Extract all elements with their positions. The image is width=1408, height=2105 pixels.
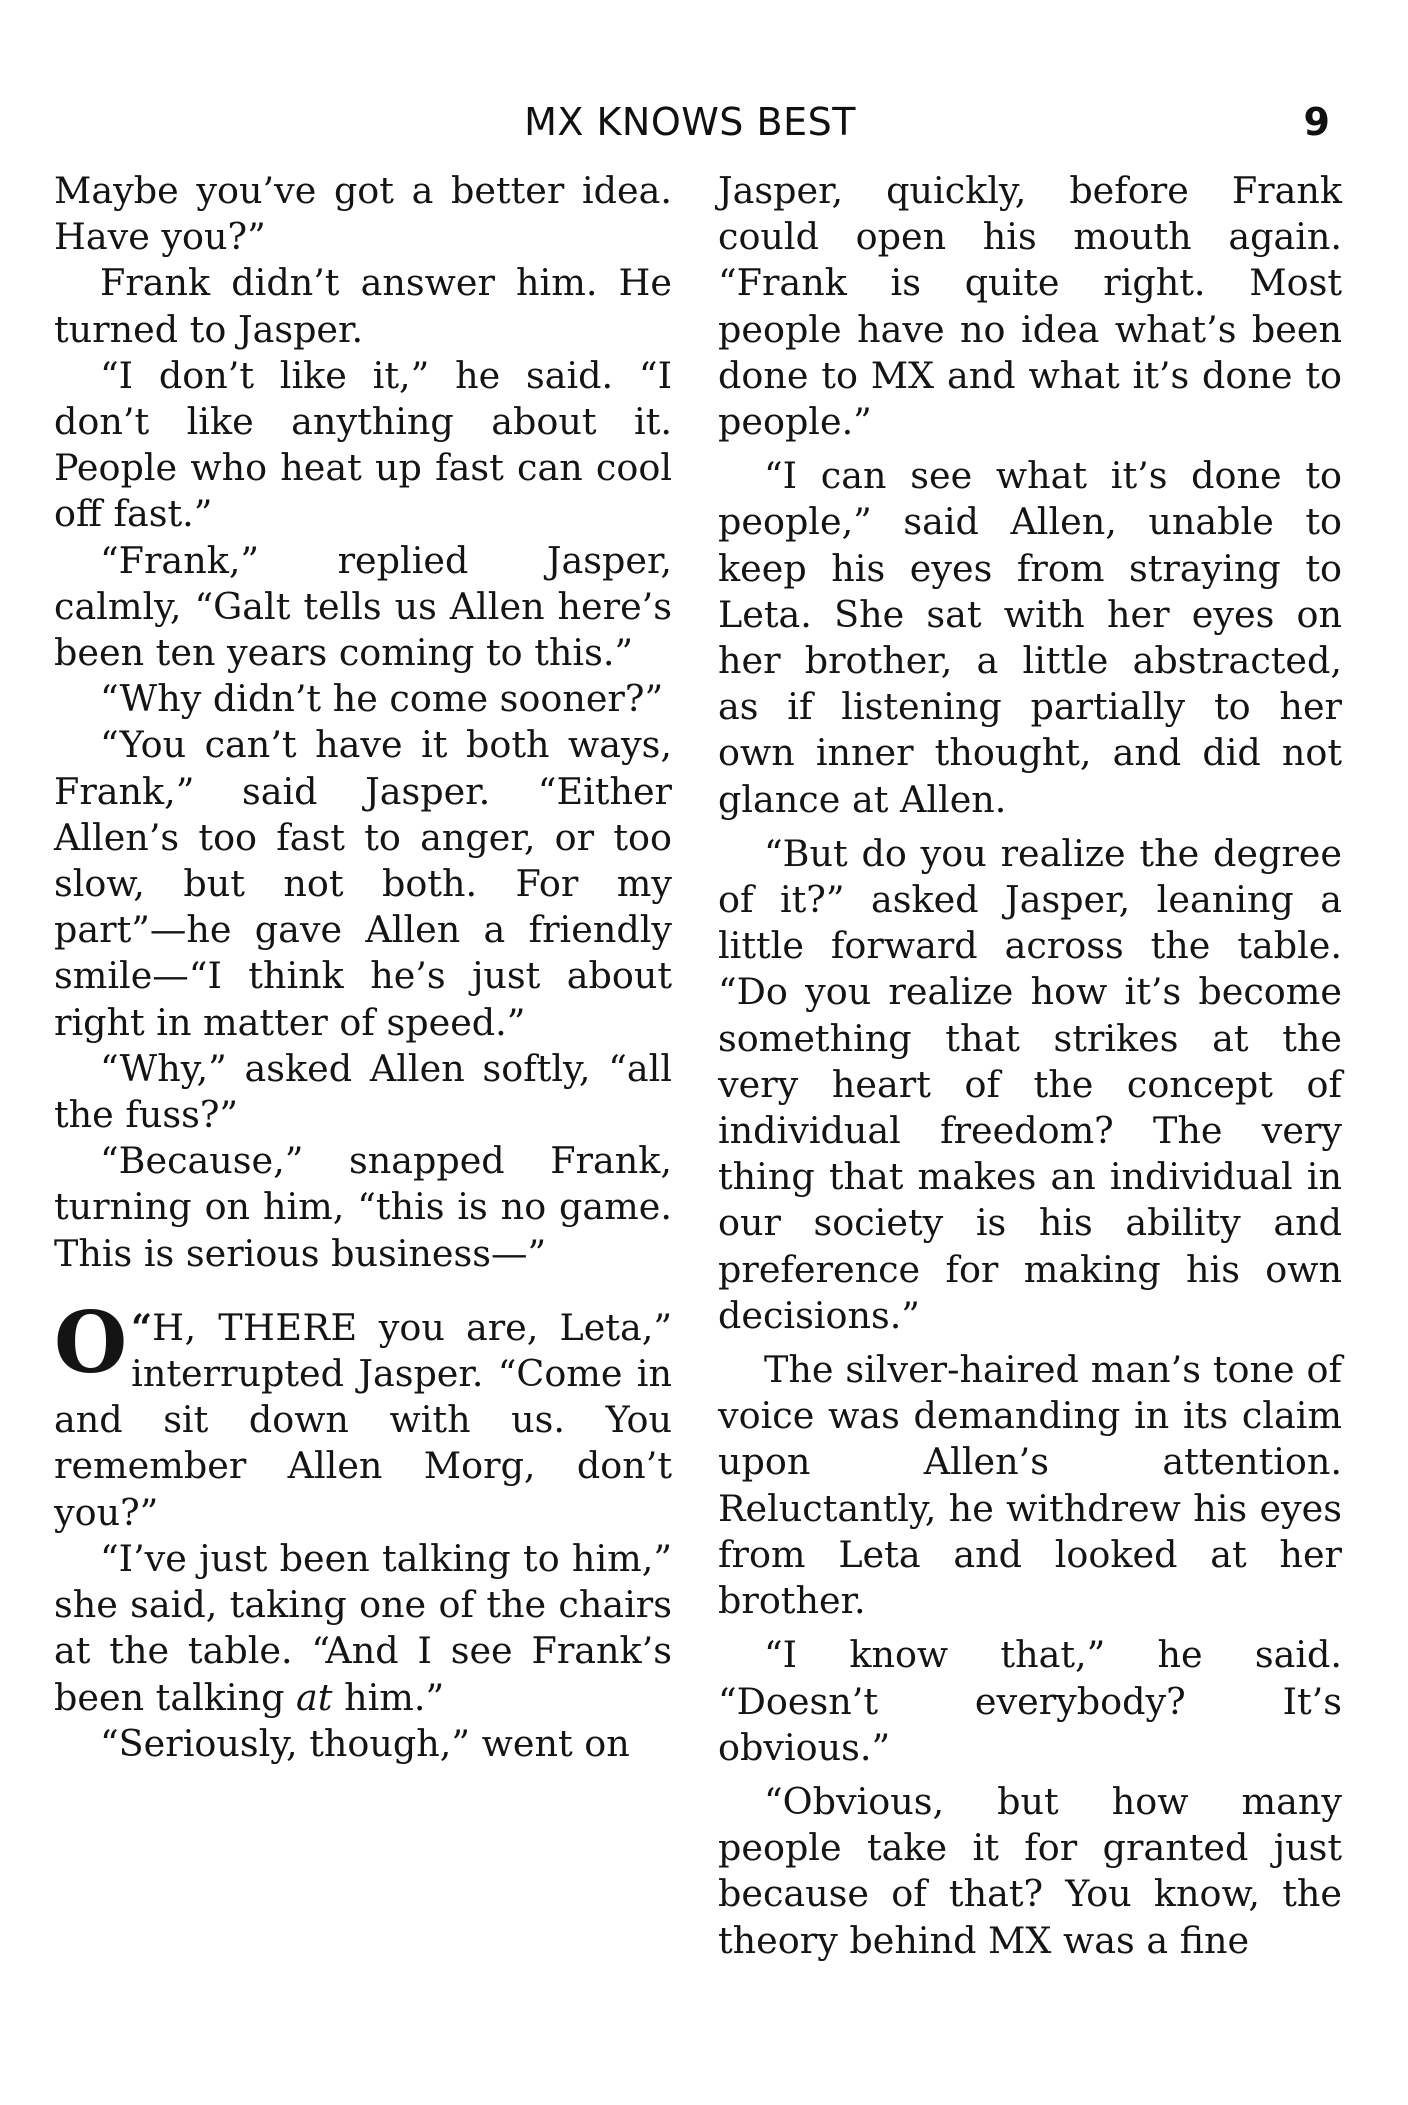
right-column <box>718 168 1342 1964</box>
paragraph: “I don’t like it,” he said. “I don’t like anything about it. People who heat up fast can cool off fast.” <box>54 353 672 536</box>
left-column <box>54 168 672 1767</box>
paragraph <box>54 1536 672 1721</box>
italic-word: at <box>296 1675 333 1719</box>
drop-cap: O <box>54 1292 128 1392</box>
paragraph: “You can’t have it both ways, Frank,” said Jasper. “Either Allen’s too fast to anger, or too slow, but not both. For my part”—he gave Allen a friendly smile—“I think he’s just about right in matter of speed.” <box>54 723 672 1044</box>
paragraph: “But do you realize the degree of it?” asked Jasper, leaning a little forward across the table. “Do you realize how it’s become something that strikes at the very heart of the concept of individual freedom? The very thing that makes an individual in our society is his ability and preference for making his own decisions.” <box>718 831 1342 1337</box>
lead-in-caps: H, THERE <box>152 1305 358 1349</box>
drop-quote-mark: “ <box>131 1305 153 1349</box>
paragraph: “I can see what it’s done to people,” said Allen, unable to keep his eyes from straying to Leta. She sat with her eyes on her brother, a little abstracted, as if listening partially to her own inner thought, and did not glance at Allen. <box>718 454 1342 821</box>
paragraph: “Frank,” replied Jasper, calmly, “Galt tells us Allen here’s been ten years coming to this.” <box>54 538 672 675</box>
paragraph: “Because,” snapped Frank, turning on him, “this is no game. This is serious business—” <box>54 1139 672 1275</box>
paragraph: Frank didn’t answer him. He turned to Jasper. <box>54 261 672 351</box>
paragraph: “Seriously, though,” went on <box>100 1721 630 1765</box>
page-number: 9 <box>1303 100 1330 144</box>
paragraph-text: you are, Leta,” interrupted Jasper. “Come in and sit down with us. You remember Allen Morg, don’t you?” <box>54 1305 672 1534</box>
paragraph: Jasper, quickly, before Frank could open his mouth again. “Frank is quite right. Most people have no idea what’s been done to MX and what it’s done to people.” <box>718 169 1342 444</box>
paragraph-text: “I’ve just been talking to him,” she said, taking one of the chairs at the table. “And I see Frank’s been talking <box>54 1536 672 1719</box>
running-title: MX KNOWS BEST <box>524 100 856 144</box>
paragraph: “Obvious, but how many people take it for granted just because of that? You know, the theory behind MX was a fine <box>718 1779 1342 1962</box>
section-opening-paragraph <box>54 1292 672 1536</box>
paragraph: “I know that,” he said. “Doesn’t everybody? It’s obvious.” <box>718 1633 1342 1769</box>
paragraph: The silver-haired man’s tone of voice was demanding in its claim upon Allen’s attention. Reluctantly, he withdrew his eyes from Leta and looked at her brother. <box>718 1348 1342 1623</box>
paragraph: “Why,” asked Allen softly, “all the fuss?” <box>54 1046 672 1137</box>
paragraph: “Why didn’t he come sooner?” <box>100 677 664 721</box>
paragraph: Maybe you’ve got a better idea. Have you?” <box>54 169 672 259</box>
page-header <box>0 100 1408 150</box>
paragraph-text: him.” <box>332 1675 445 1719</box>
